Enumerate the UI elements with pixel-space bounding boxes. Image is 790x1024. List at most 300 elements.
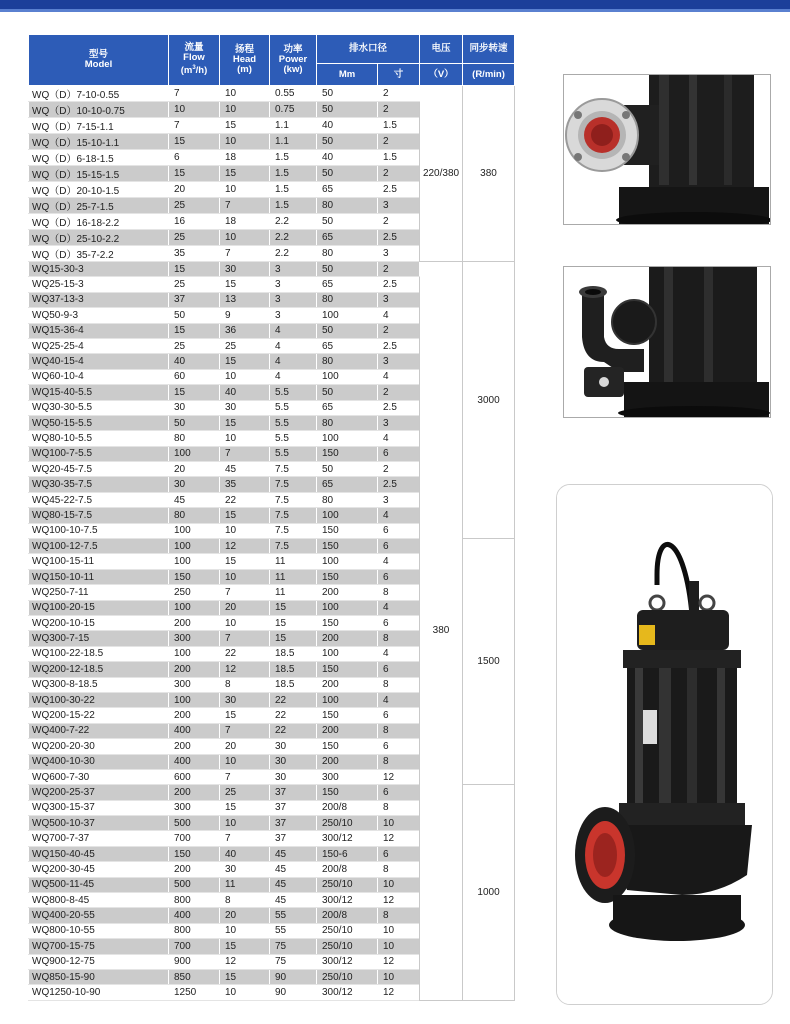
head-cell: 7 <box>220 631 270 646</box>
model-cell: WQ100-15-11 <box>29 554 169 569</box>
model-cell: WQ300-15-37 <box>29 800 169 815</box>
table-row <box>29 262 515 277</box>
flow-cell: 30 <box>169 400 220 415</box>
head-cell: 36 <box>220 323 270 338</box>
head-cell: 10 <box>220 985 270 1000</box>
head-cell: 15 <box>220 708 270 723</box>
power-cell: 15 <box>270 615 317 630</box>
power-cell: 18.5 <box>270 677 317 692</box>
outlet-inch-cell: 3 <box>378 415 420 430</box>
outlet-inch-cell: 4 <box>378 646 420 661</box>
outlet-mm-cell: 150 <box>317 446 378 461</box>
head-cell: 10 <box>220 816 270 831</box>
head-cell: 7 <box>220 769 270 784</box>
outlet-mm-cell: 150 <box>317 615 378 630</box>
outlet-inch-cell: 1.5 <box>378 118 420 134</box>
outlet-mm-cell: 200 <box>317 723 378 738</box>
outlet-inch-cell: 2 <box>378 86 420 102</box>
outlet-inch-cell: 3 <box>378 354 420 369</box>
head-header-cn: 扬程 <box>234 44 254 55</box>
power-header <box>270 35 317 86</box>
outlet-header: 排水口径 <box>317 35 420 64</box>
flow-cell: 20 <box>169 462 220 477</box>
model-cell: WQ250-7-11 <box>29 585 169 600</box>
outlet-inch-cell: 10 <box>378 939 420 954</box>
voltage-cell: 220/380 <box>420 86 463 262</box>
outlet-mm-cell: 50 <box>317 214 378 230</box>
outlet-mm-cell: 50 <box>317 86 378 102</box>
outlet-inch-cell: 2.5 <box>378 230 420 246</box>
outlet-inch-cell: 6 <box>378 523 420 538</box>
outlet-mm-cell: 100 <box>317 508 378 523</box>
head-cell: 10 <box>220 923 270 938</box>
outlet-mm-cell: 50 <box>317 134 378 150</box>
flow-header-en: Flow <box>183 52 205 64</box>
flow-cell: 200 <box>169 785 220 800</box>
model-header-cn: 型号 <box>88 49 108 60</box>
outlet-inch-cell: 2.5 <box>378 477 420 492</box>
speed-cell: 1500 <box>463 539 515 785</box>
outlet-mm-cell: 150 <box>317 708 378 723</box>
power-cell: 1.5 <box>270 150 317 166</box>
outlet-mm-cell: 200 <box>317 677 378 692</box>
flow-cell: 60 <box>169 369 220 384</box>
outlet-mm-cell: 80 <box>317 292 378 307</box>
outlet-mm-cell: 50 <box>317 323 378 338</box>
outlet-inch-cell: 2 <box>378 462 420 477</box>
model-cell: WQ200-12-18.5 <box>29 662 169 677</box>
head-cell: 15 <box>220 354 270 369</box>
model-cell: WQ25-15-3 <box>29 277 169 292</box>
head-cell: 18 <box>220 150 270 166</box>
outlet-mm-cell: 150 <box>317 523 378 538</box>
outlet-inch-cell: 6 <box>378 615 420 630</box>
outlet-inch-cell: 12 <box>378 769 420 784</box>
model-cell: WQ400-7-22 <box>29 723 169 738</box>
voltage-cell: 380 <box>420 262 463 1001</box>
outlet-inch-cell: 6 <box>378 708 420 723</box>
outlet-mm-cell: 300/12 <box>317 985 378 1000</box>
outlet-inch-cell: 2 <box>378 134 420 150</box>
model-cell: WQ200-30-45 <box>29 862 169 877</box>
power-cell: 4 <box>270 354 317 369</box>
flow-cell: 200 <box>169 739 220 754</box>
power-cell: 3 <box>270 292 317 307</box>
flow-cell: 300 <box>169 677 220 692</box>
power-cell: 3 <box>270 277 317 292</box>
outlet-inch-cell: 8 <box>378 862 420 877</box>
head-cell: 7 <box>220 831 270 846</box>
outlet-mm-cell: 150 <box>317 785 378 800</box>
flow-cell: 80 <box>169 508 220 523</box>
model-cell: WQ（D）35-7-2.2 <box>29 246 169 262</box>
flow-cell: 400 <box>169 723 220 738</box>
outlet-inch-cell: 2.5 <box>378 400 420 415</box>
head-cell: 7 <box>220 723 270 738</box>
flow-cell: 500 <box>169 816 220 831</box>
flow-cell: 25 <box>169 277 220 292</box>
outlet-inch-cell: 2 <box>378 385 420 400</box>
flow-cell: 100 <box>169 600 220 615</box>
power-cell: 55 <box>270 908 317 923</box>
outlet-mm-cell: 200 <box>317 585 378 600</box>
outlet-inch-cell: 3 <box>378 198 420 214</box>
outlet-mm-cell: 65 <box>317 182 378 198</box>
power-cell: 2.2 <box>270 214 317 230</box>
outlet-inch-cell: 4 <box>378 369 420 384</box>
outlet-inch-cell: 2 <box>378 166 420 182</box>
power-cell: 45 <box>270 893 317 908</box>
flow-cell: 15 <box>169 262 220 277</box>
model-cell: WQ100-7-5.5 <box>29 446 169 461</box>
outlet-mm-cell: 50 <box>317 102 378 118</box>
flow-cell: 100 <box>169 646 220 661</box>
model-header <box>29 35 169 86</box>
outlet-mm-cell: 100 <box>317 692 378 707</box>
flow-cell: 150 <box>169 846 220 861</box>
power-cell: 7.5 <box>270 462 317 477</box>
power-cell: 30 <box>270 754 317 769</box>
outlet-inch-cell: 4 <box>378 431 420 446</box>
flow-cell: 200 <box>169 662 220 677</box>
model-cell: WQ500-10-37 <box>29 816 169 831</box>
model-cell: WQ50-9-3 <box>29 308 169 323</box>
flow-cell: 400 <box>169 754 220 769</box>
power-cell: 22 <box>270 692 317 707</box>
flow-cell: 50 <box>169 415 220 430</box>
power-cell: 45 <box>270 862 317 877</box>
voltage-unit-header: （V） <box>420 64 463 86</box>
flow-cell: 100 <box>169 446 220 461</box>
head-cell: 25 <box>220 785 270 800</box>
flow-header <box>169 35 220 86</box>
power-cell: 1.5 <box>270 182 317 198</box>
power-cell: 37 <box>270 785 317 800</box>
top-accent-bar <box>0 0 790 9</box>
head-cell: 10 <box>220 615 270 630</box>
power-cell: 5.5 <box>270 446 317 461</box>
outlet-inch-cell: 10 <box>378 923 420 938</box>
power-cell: 37 <box>270 816 317 831</box>
power-cell: 15 <box>270 600 317 615</box>
head-cell: 20 <box>220 600 270 615</box>
outlet-mm-cell: 65 <box>317 400 378 415</box>
model-cell: WQ15-30-3 <box>29 262 169 277</box>
outlet-mm-cell: 80 <box>317 492 378 507</box>
outlet-inch-cell: 1.5 <box>378 150 420 166</box>
head-cell: 10 <box>220 369 270 384</box>
flow-cell: 50 <box>169 308 220 323</box>
power-cell: 5.5 <box>270 385 317 400</box>
head-cell: 15 <box>220 166 270 182</box>
flow-cell: 400 <box>169 908 220 923</box>
power-cell: 3 <box>270 262 317 277</box>
power-cell: 5.5 <box>270 431 317 446</box>
flow-unit-sup: 3 <box>192 65 196 72</box>
power-cell: 45 <box>270 877 317 892</box>
power-cell: 7.5 <box>270 523 317 538</box>
outlet-inch-cell: 8 <box>378 677 420 692</box>
outlet-mm-cell: 250/10 <box>317 877 378 892</box>
head-cell: 40 <box>220 385 270 400</box>
voltage-header: 电压 <box>420 35 463 64</box>
head-cell: 35 <box>220 477 270 492</box>
power-cell: 75 <box>270 939 317 954</box>
speed-header: 同步转速 <box>463 35 515 64</box>
model-cell: WQ100-30-22 <box>29 692 169 707</box>
head-header <box>220 35 270 86</box>
pump-outlet-illustration <box>564 75 770 224</box>
model-cell: WQ400-20-55 <box>29 908 169 923</box>
flow-cell: 300 <box>169 631 220 646</box>
head-cell: 9 <box>220 308 270 323</box>
power-cell: 4 <box>270 369 317 384</box>
outlet-mm-cell: 65 <box>317 477 378 492</box>
power-header-en: Power <box>278 54 308 65</box>
outlet-mm-cell: 50 <box>317 166 378 182</box>
flow-cell: 100 <box>169 523 220 538</box>
speed-cell: 380 <box>463 86 515 262</box>
pump-elbow-illustration <box>564 267 770 417</box>
outlet-mm-cell: 200 <box>317 631 378 646</box>
model-cell: WQ（D）25-7-1.5 <box>29 198 169 214</box>
flow-cell: 6 <box>169 150 220 166</box>
head-cell: 10 <box>220 134 270 150</box>
power-cell: 90 <box>270 969 317 984</box>
model-cell: WQ150-40-45 <box>29 846 169 861</box>
head-cell: 15 <box>220 508 270 523</box>
outlet-inch-cell: 2.5 <box>378 182 420 198</box>
outlet-inch-cell: 4 <box>378 554 420 569</box>
model-cell: WQ100-20-15 <box>29 600 169 615</box>
power-cell: 0.55 <box>270 86 317 102</box>
power-cell: 5.5 <box>270 400 317 415</box>
power-cell: 11 <box>270 585 317 600</box>
head-cell: 22 <box>220 492 270 507</box>
pump-full-illustration <box>557 485 772 1004</box>
model-cell: WQ300-8-18.5 <box>29 677 169 692</box>
power-cell: 2.2 <box>270 246 317 262</box>
flow-unit-text: (m <box>180 65 193 77</box>
head-cell: 15 <box>220 554 270 569</box>
power-cell: 11 <box>270 569 317 584</box>
flow-cell: 100 <box>169 539 220 554</box>
outlet-inch-cell: 8 <box>378 631 420 646</box>
power-cell: 1.1 <box>270 118 317 134</box>
outlet-inch-cell: 10 <box>378 816 420 831</box>
model-cell: WQ（D）10-10-0.75 <box>29 102 169 118</box>
flow-cell: 250 <box>169 585 220 600</box>
model-cell: WQ400-10-30 <box>29 754 169 769</box>
power-cell: 22 <box>270 723 317 738</box>
outlet-mm-cell: 80 <box>317 354 378 369</box>
outlet-mm-cell: 200 <box>317 754 378 769</box>
model-cell: WQ1250-10-90 <box>29 985 169 1000</box>
outlet-mm-cell: 50 <box>317 462 378 477</box>
head-header-unit: (m) <box>237 64 252 75</box>
head-cell: 25 <box>220 338 270 353</box>
outlet-mm-cell: 65 <box>317 338 378 353</box>
outlet-mm-cell: 300 <box>317 769 378 784</box>
model-cell: WQ（D）25-10-2.2 <box>29 230 169 246</box>
outlet-inch-cell: 12 <box>378 893 420 908</box>
flow-cell: 200 <box>169 708 220 723</box>
head-cell: 10 <box>220 523 270 538</box>
power-cell: 18.5 <box>270 646 317 661</box>
power-cell: 7.5 <box>270 477 317 492</box>
table-header <box>29 35 515 86</box>
flow-cell: 25 <box>169 198 220 214</box>
pump-full-photo <box>556 484 773 1005</box>
model-cell: WQ37-13-3 <box>29 292 169 307</box>
flow-cell: 700 <box>169 831 220 846</box>
outlet-mm-cell: 100 <box>317 554 378 569</box>
head-cell: 20 <box>220 739 270 754</box>
model-cell: WQ850-15-90 <box>29 969 169 984</box>
head-cell: 40 <box>220 846 270 861</box>
flow-header-cn: 流量 <box>184 42 204 54</box>
outlet-inch-cell: 4 <box>378 308 420 323</box>
power-cell: 1.5 <box>270 198 317 214</box>
flow-cell: 100 <box>169 554 220 569</box>
model-cell: WQ80-10-5.5 <box>29 431 169 446</box>
outlet-inch-cell: 3 <box>378 292 420 307</box>
head-cell: 12 <box>220 539 270 554</box>
head-cell: 45 <box>220 462 270 477</box>
power-cell: 55 <box>270 923 317 938</box>
power-cell: 22 <box>270 708 317 723</box>
outlet-mm-cell: 150-6 <box>317 846 378 861</box>
model-cell: WQ200-20-30 <box>29 739 169 754</box>
model-cell: WQ700-15-75 <box>29 939 169 954</box>
model-cell: WQ40-15-4 <box>29 354 169 369</box>
pump-outlet-photo <box>563 74 771 225</box>
power-cell: 11 <box>270 554 317 569</box>
outlet-inch-cell: 6 <box>378 569 420 584</box>
flow-cell: 7 <box>169 118 220 134</box>
model-cell: WQ200-25-37 <box>29 785 169 800</box>
flow-cell: 20 <box>169 182 220 198</box>
power-cell: 7.5 <box>270 492 317 507</box>
flow-cell: 30 <box>169 477 220 492</box>
outlet-inch-cell: 2 <box>378 262 420 277</box>
outlet-inch-cell: 2 <box>378 102 420 118</box>
outlet-mm-cell: 100 <box>317 369 378 384</box>
outlet-mm-cell: 250/10 <box>317 969 378 984</box>
flow-cell: 800 <box>169 893 220 908</box>
head-cell: 12 <box>220 954 270 969</box>
model-cell: WQ900-12-75 <box>29 954 169 969</box>
flow-cell: 15 <box>169 385 220 400</box>
table-body <box>29 86 515 1001</box>
flow-cell: 500 <box>169 877 220 892</box>
pump-spec-table <box>28 34 515 1001</box>
outlet-mm-cell: 300/12 <box>317 831 378 846</box>
model-cell: WQ100-22-18.5 <box>29 646 169 661</box>
head-cell: 10 <box>220 86 270 102</box>
outlet-mm-cell: 150 <box>317 739 378 754</box>
head-cell: 15 <box>220 939 270 954</box>
flow-cell: 45 <box>169 492 220 507</box>
head-cell: 30 <box>220 400 270 415</box>
flow-cell: 40 <box>169 354 220 369</box>
outlet-mm-cell: 40 <box>317 150 378 166</box>
outlet-inch-cell: 6 <box>378 846 420 861</box>
flow-cell: 37 <box>169 292 220 307</box>
outlet-mm-cell: 300/12 <box>317 893 378 908</box>
outlet-inch-cell: 12 <box>378 954 420 969</box>
model-cell: WQ300-7-15 <box>29 631 169 646</box>
model-cell: WQ200-15-22 <box>29 708 169 723</box>
flow-cell: 200 <box>169 615 220 630</box>
outlet-inch-cell: 2 <box>378 214 420 230</box>
flow-cell: 35 <box>169 246 220 262</box>
head-cell: 15 <box>220 415 270 430</box>
power-cell: 1.5 <box>270 166 317 182</box>
outlet-inch-cell: 12 <box>378 985 420 1000</box>
flow-cell: 700 <box>169 939 220 954</box>
head-cell: 12 <box>220 662 270 677</box>
outlet-mm-cell: 150 <box>317 662 378 677</box>
power-cell: 15 <box>270 631 317 646</box>
flow-cell: 900 <box>169 954 220 969</box>
flow-cell: 200 <box>169 862 220 877</box>
outlet-inch-cell: 8 <box>378 585 420 600</box>
flow-cell: 850 <box>169 969 220 984</box>
head-cell: 20 <box>220 908 270 923</box>
model-cell: WQ15-36-4 <box>29 323 169 338</box>
model-cell: WQ30-30-5.5 <box>29 400 169 415</box>
model-cell: WQ50-15-5.5 <box>29 415 169 430</box>
outlet-mm-cell: 100 <box>317 431 378 446</box>
speed-cell: 3000 <box>463 262 515 539</box>
model-cell: WQ（D）7-10-0.55 <box>29 86 169 102</box>
table-row <box>29 86 515 102</box>
head-cell: 7 <box>220 198 270 214</box>
head-cell: 8 <box>220 677 270 692</box>
outlet-inch-cell: 6 <box>378 446 420 461</box>
model-cell: WQ25-25-4 <box>29 338 169 353</box>
outlet-mm-cell: 100 <box>317 308 378 323</box>
outlet-mm-cell: 300/12 <box>317 954 378 969</box>
outlet-inch-cell: 4 <box>378 600 420 615</box>
outlet-mm-cell: 80 <box>317 246 378 262</box>
head-cell: 10 <box>220 230 270 246</box>
model-cell: WQ200-10-15 <box>29 615 169 630</box>
model-cell: WQ15-40-5.5 <box>29 385 169 400</box>
outlet-mm-cell: 65 <box>317 277 378 292</box>
outlet-mm-cell: 200/8 <box>317 908 378 923</box>
speed-unit-header: (R/min) <box>463 64 515 86</box>
head-cell: 11 <box>220 877 270 892</box>
flow-cell: 100 <box>169 692 220 707</box>
power-header-unit: (kw) <box>283 64 303 75</box>
model-cell: WQ（D）7-15-1.1 <box>29 118 169 134</box>
head-cell: 30 <box>220 862 270 877</box>
outlet-inch-cell: 4 <box>378 692 420 707</box>
flow-cell: 150 <box>169 569 220 584</box>
power-cell: 30 <box>270 769 317 784</box>
outlet-inch-cell: 6 <box>378 662 420 677</box>
power-cell: 4 <box>270 338 317 353</box>
power-cell: 0.75 <box>270 102 317 118</box>
head-cell: 30 <box>220 262 270 277</box>
model-cell: WQ20-45-7.5 <box>29 462 169 477</box>
power-cell: 75 <box>270 954 317 969</box>
pump-elbow-photo <box>563 266 771 418</box>
power-cell: 3 <box>270 308 317 323</box>
outlet-inch-cell: 3 <box>378 492 420 507</box>
